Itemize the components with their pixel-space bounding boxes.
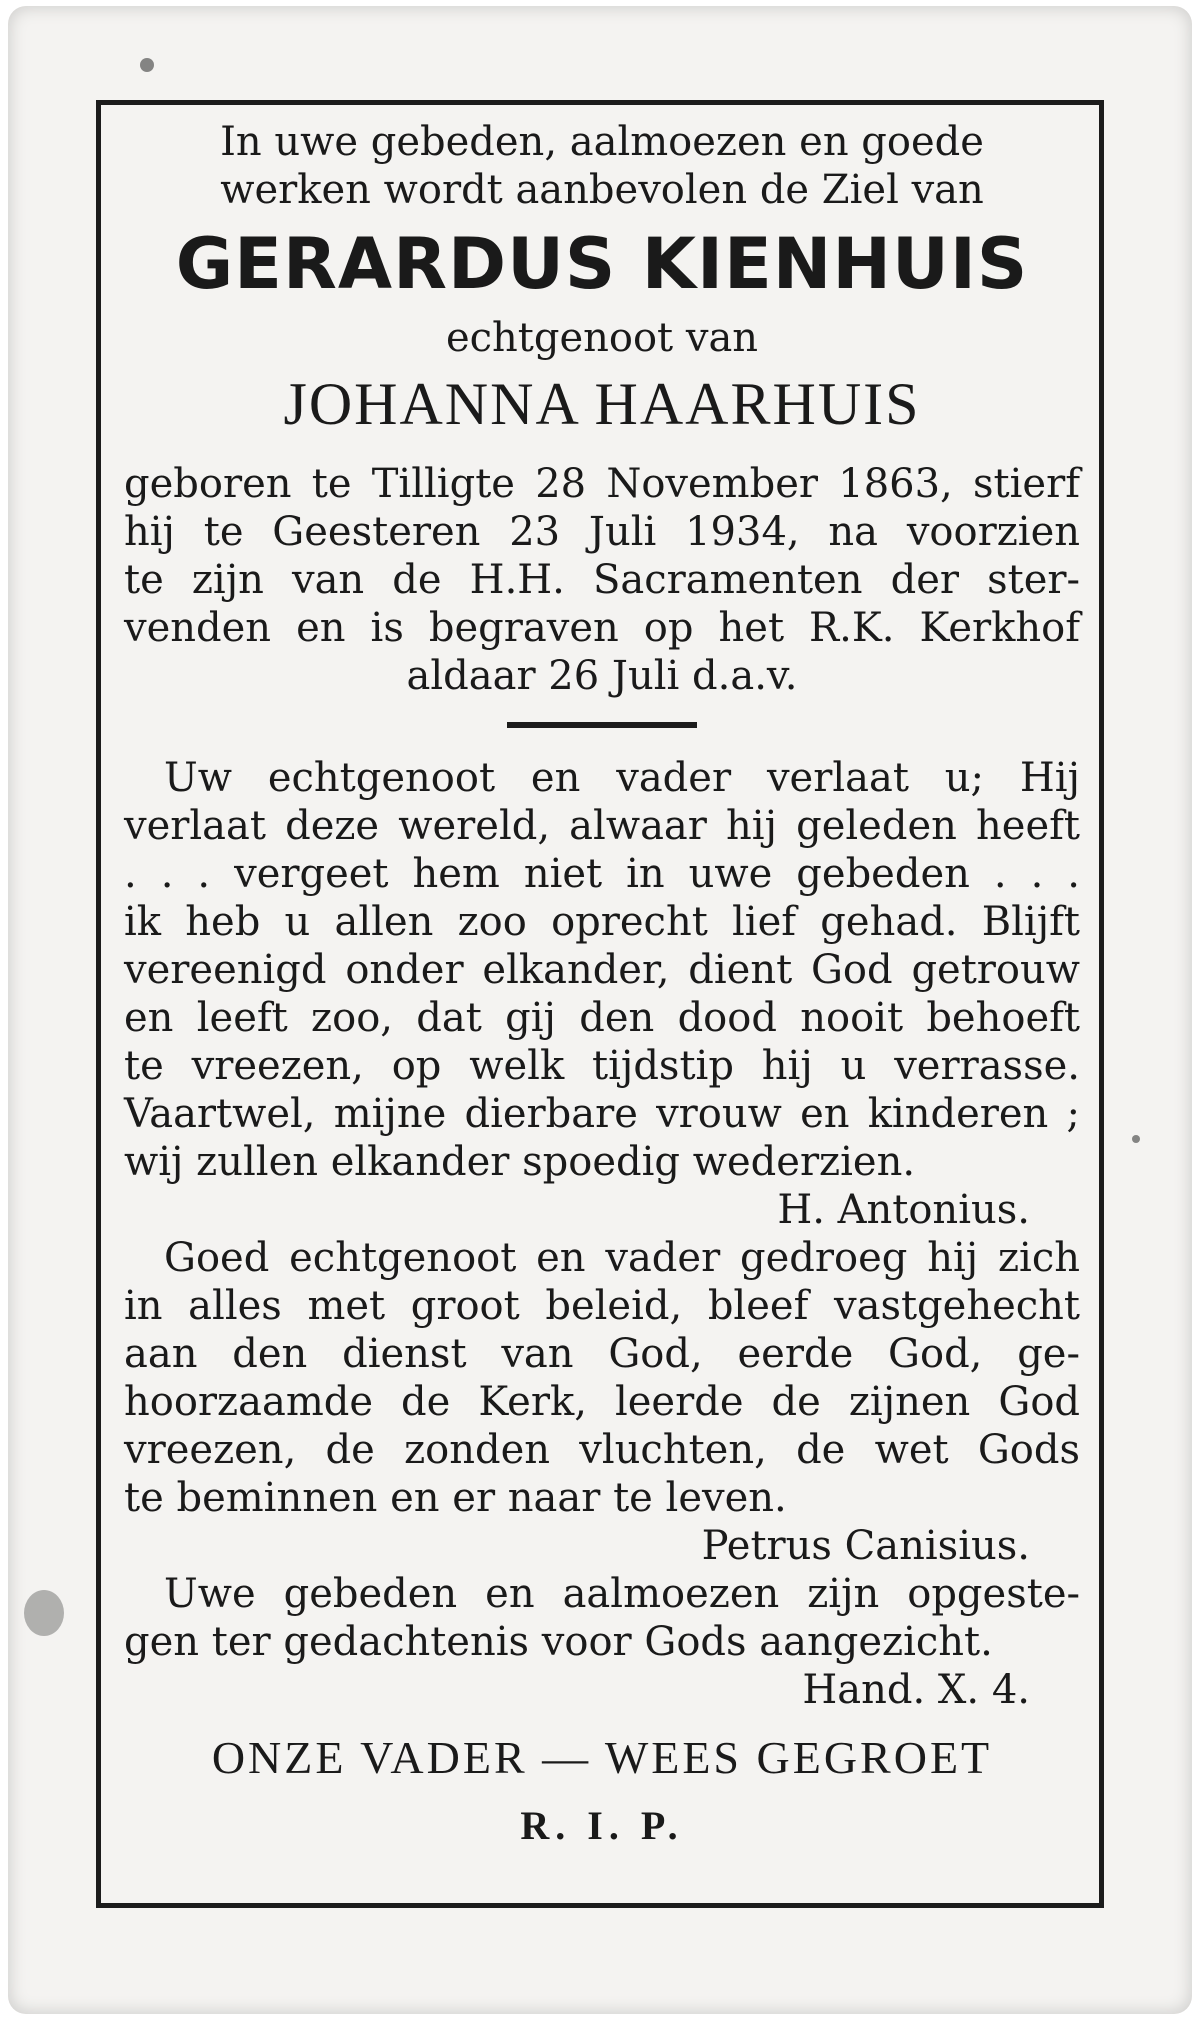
quote-line: . . . vergeet hem niet in uwe gebeden . . .	[124, 851, 1080, 897]
ink-speck	[24, 1590, 64, 1636]
prayer-line: ONZE VADER — WEES GEGROET	[211, 1732, 993, 1783]
quote-line: gen ter gedachtenis voor Gods aangezicht.	[124, 1619, 993, 1665]
quote-line: vreezen, de zonden vluchten, de wet Gods	[124, 1427, 1080, 1473]
quote-line: Uw echtgenoot en vader verlaat u; Hij	[164, 755, 1080, 801]
quote-line: wij zullen elkander spoedig wederzien.	[124, 1139, 916, 1185]
quote-line: verlaat deze wereld, alwaar hij geleden heeft	[124, 803, 1080, 849]
quote-line: aan den dienst van God, eerde God, ge-	[124, 1331, 1080, 1377]
intro-line: werken wordt aanbevolen de Ziel van	[220, 167, 984, 213]
card-text	[124, 118, 1080, 1854]
quote-line: en leeft zoo, dat gij den dood nooit behoeft	[124, 995, 1080, 1041]
ink-speck	[1132, 1135, 1140, 1143]
rip-text: R. I. P.	[520, 1803, 684, 1848]
quote-line: in alles met groot beleid, bleef vastgehecht	[124, 1283, 1080, 1329]
intro-line: In uwe gebeden, aalmoezen en goede	[220, 119, 984, 165]
quote-antonius	[124, 754, 1080, 1234]
quote-line: ik heb u allen zoo oprecht lief gehad. Blijft	[124, 899, 1080, 945]
biography-line: te zijn van de H.H. Sacramenten der ster-	[124, 557, 1080, 603]
quote-line: te beminnen en er naar te leven.	[124, 1475, 787, 1521]
quote-canisius	[124, 1234, 1080, 1570]
spouse-name: JOHANNA HAARHUIS	[283, 371, 921, 437]
quote-author: Petrus Canisius.	[701, 1523, 1030, 1569]
deceased-name: GERARDUS KIENHUIS	[175, 223, 1029, 305]
spouse-intro: echtgenoot van	[445, 315, 759, 361]
quote-line: Vaartwel, mijne dierbare vrouw en kinderen ;	[124, 1091, 1080, 1137]
ink-speck	[140, 58, 154, 72]
quote-line: Uwe gebeden en aalmoezen zijn opgeste-	[164, 1571, 1080, 1617]
quote-source: Hand. X. 4.	[802, 1667, 1030, 1713]
quote-line: vereenigd onder elkander, dient God getrouw	[124, 947, 1080, 993]
quote-line: hoorzaamde de Kerk, leerde de zijnen God	[124, 1379, 1080, 1425]
quote-line: te vreezen, op welk tijdstip hij u verrasse.	[124, 1043, 1080, 1089]
quote-line: Goed echtgenoot en vader gedroeg hij zich	[164, 1235, 1080, 1281]
quote-author: H. Antonius.	[777, 1187, 1030, 1233]
biography-line: hij te Geesteren 23 Juli 1934, na voorzien	[124, 509, 1080, 555]
divider	[507, 722, 697, 728]
biography-line: aldaar 26 Juli d.a.v.	[406, 653, 798, 699]
biography	[124, 460, 1080, 700]
quote-acts	[124, 1570, 1080, 1714]
biography-line: venden en is begraven op het R.K. Kerkhof	[124, 605, 1080, 651]
biography-line: geboren te Tilligte 28 November 1863, stierf	[124, 461, 1080, 507]
